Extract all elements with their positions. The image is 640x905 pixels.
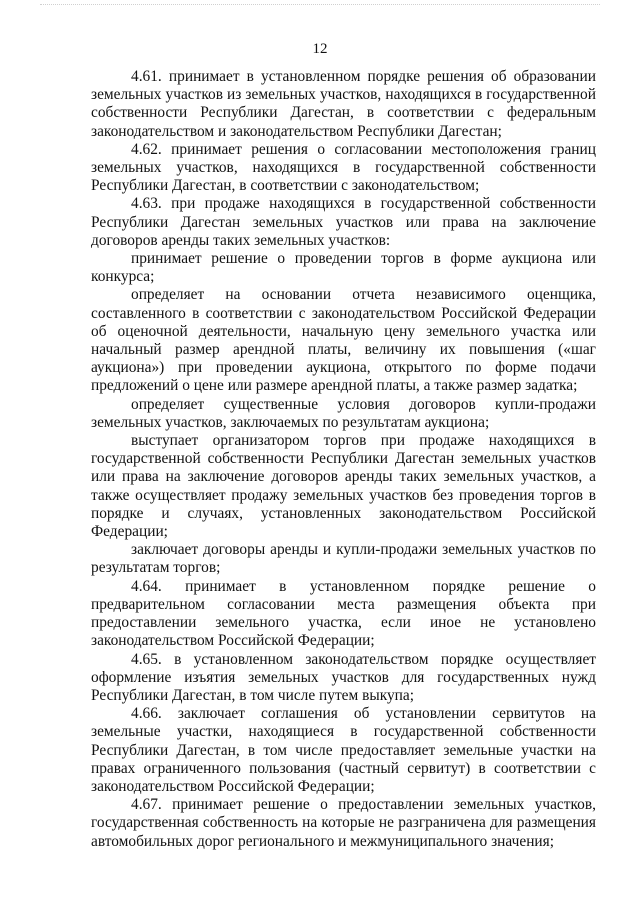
- paragraph-4-64: 4.64. принимает в установленном порядке решение о предварительном согласовании места размещения объекта при предоставлении земельного участка, если иное не установлено законодательством Российской Федерации;: [91, 577, 596, 650]
- paragraph-4-62: 4.62. принимает решения о согласовании местоположения границ земельных участков, находящихся в государственной собственности Республики Дагестан, в соответствии с законодательством;: [91, 140, 596, 195]
- document-body: [91, 68, 596, 851]
- scan-artifact-line: [40, 4, 600, 9]
- paragraph-4-63-decide-auction: принимает решение о проведении торгов в форме аукциона или конкурса;: [91, 250, 596, 286]
- paragraph-4-63: 4.63. при продаже находящихся в государственной собственности Республики Дагестан земельных участков или права на заключение договоров аренды таких земельных участков:: [91, 195, 596, 249]
- paragraph-4-63-contracts: заключает договоры аренды и купли-продажи земельных участков по результатам торгов;: [91, 541, 596, 577]
- paragraph-4-63-determine-conditions: определяет существенные условия договоров купли-продажи земельных участков, заключаемых по результатам аукциона;: [91, 395, 596, 431]
- paragraph-4-61: 4.61. принимает в установленном порядке решения об образовании земельных участков из земельных участков, находящихся в государственной собственности Республики Дагестан, в соответствии с федеральным законодательством и законодательством Республики Дагестан;: [91, 68, 596, 140]
- paragraph-4-63-determine-price: определяет на основании отчета независимого оценщика, составленного в соответствии с законодательством Российской Федерации об оценочной деятельности, начальную цену земельного участка или начальный размер арендной платы, величину их повышения («шаг аукциона») при проведении аукциона, открытого по форме подачи предложений о цене или размере арендной платы, а также размер задатка;: [91, 286, 596, 395]
- paragraph-4-63-organizer: выступает организатором торгов при продаже находящихся в государственной собственности Республики Дагестан земельных участков или права на заключение договоров аренды таких земельных участков, а также осуществляет продажу земельных участков без проведения торгов в порядке и случаях, установленных законодательством Российской Федерации;: [91, 432, 596, 541]
- paragraph-4-67: 4.67. принимает решение о предоставлении земельных участков, государственная собственность на которые не разграничена для размещения автомобильных дорог регионального и межмуниципального значения;: [91, 796, 596, 850]
- paragraph-4-65: 4.65. в установленном законодательством порядке осуществляет оформление изъятия земельных участков для государственных нужд Республики Дагестан, в том числе путем выкупа;: [91, 650, 596, 704]
- paragraph-4-66: 4.66. заключает соглашения об установлении сервитутов на земельные участки, находящиеся в государственной собственности Республики Дагестан, в том числе предоставляет земельные участки на правах ограниченного пользования (частный сервитут) в соответствии с законодательством Российской Федерации;: [91, 705, 596, 795]
- page-number: 12: [312, 41, 328, 57]
